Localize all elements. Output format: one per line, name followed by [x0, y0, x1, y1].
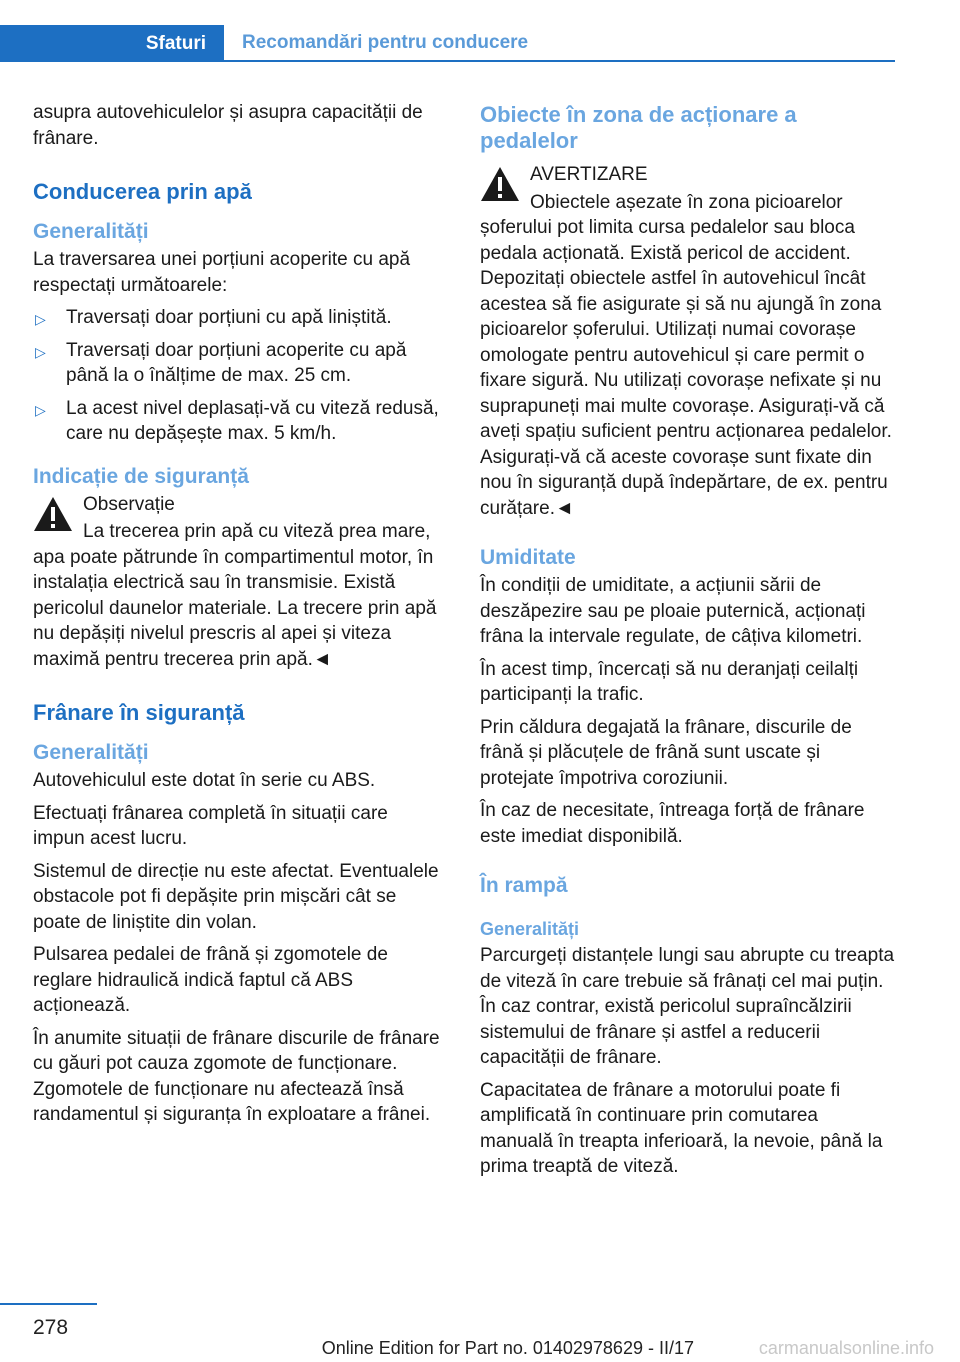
- section-title: În rampă: [480, 874, 568, 897]
- warning-text: Obiectele așezate în zona picioarelor șoferului pot limita cursa pedalelor sau bloca pedala acționată. Există pericol de accident. Depozitați obiectele astfel în autovehicul încât acestea să fie asigurate și să nu ajungă în zona picioarelor șoferului. Utilizați numai covorașe omologate pentru autovehicul și care permit o fixare sigură. Nu utilizați covorașe nefixate și nu suprapuneți mai multe covorașe. Asigurați-vă că aveți spațiu suficient pentru acționarea pedalelor. Asigurați-vă că aceste covorașe sunt fixate din nou în siguranță după îndepărtare, de ex. pentru curățare.◄: [480, 191, 892, 519]
- notice-box: [33, 492, 443, 673]
- watermark: carmanualsonline.info: [758, 1338, 934, 1358]
- paragraph: Capacitatea de frânare a motorului poate fi amplificată în continuare prin comutarea manuală în treapta inferioară, la nevoie, până la prima treaptă de viteză.: [480, 1079, 883, 1177]
- subsection-title: Generalități: [33, 220, 149, 243]
- paragraph: Autovehiculul este dotat în serie cu ABS.: [33, 770, 376, 791]
- paragraph: Prin căldura degajată la frânare, discurile de frână și plăcuțele de frână sunt uscate și protejate împotriva coroziunii.: [480, 716, 852, 789]
- warning-box: [480, 162, 896, 521]
- breadcrumb[interactable]: Recomandări pentru conducere: [242, 32, 529, 53]
- paragraph: La traversarea unei porțiuni acoperite cu apă respectați următoarele:: [33, 249, 411, 296]
- bullet-list: [33, 305, 443, 447]
- chapter-tab[interactable]: Sfaturi: [0, 25, 224, 62]
- header-rule: [0, 60, 895, 62]
- paragraph: Parcurgeți distanțele lungi sau abrupte cu treapta de viteză în care trebuie să frânați cel mai puțin. În caz contrar, există pericolul supraîncălzirii sistemului de frânare și astfel a reducerii capacității de frânare.: [480, 945, 895, 1068]
- subsection-title: Generalități: [33, 741, 149, 764]
- list-item: ▷ La acest nivel deplasați-vă cu viteză redusă, care nu depășește max. 5 km/h.: [35, 397, 439, 444]
- section-title: Frânare în siguranță: [33, 700, 245, 725]
- paragraph: Efectuați frânarea completă în situații care impun acest lucru.: [33, 802, 388, 849]
- paragraph: În anumite situații de frânare discurile de frânare cu găuri pot cauza zgomote de funcționare. Zgomotele de funcționare nu afectează însă randamentul și siguranța în exploatare a frânei.: [33, 1027, 440, 1125]
- notice-text: La trecerea prin apă cu viteză prea mare, apa poate pătrunde în compartimentul motor, în instalația electrică sau în transmisie. Există pericolul daunelor materiale. La trecere prin apă nu depășiți nivelul prescris al apei și viteza maximă pentru trecerea prin apă.◄: [33, 521, 437, 670]
- right-column: [480, 100, 896, 1187]
- warning-title: AVERTIZARE: [530, 164, 648, 185]
- paragraph: În acest timp, încercați să nu deranjați ceilalți participanți la trafic.: [480, 658, 859, 705]
- warning-triangle-icon: [480, 166, 520, 202]
- notice-title: Observație: [83, 493, 175, 515]
- warning-triangle-icon: [33, 496, 73, 532]
- paragraph: Sistemul de direcție nu este afectat. Eventualele obstacole pot fi depășite prin mișcări cât se poate de liniștite din volan.: [33, 860, 439, 933]
- list-item: ▷ Traversați doar porțiuni acoperite cu apă până la o înălțime de max. 25 cm.: [35, 339, 407, 386]
- paragraph: Pulsarea pedalei de frână și zgomotele de reglare hidraulică indică faptul că ABS acționează.: [33, 944, 388, 1016]
- intro-text: asupra autovehiculelor și asupra capacității de frânare.: [33, 102, 423, 149]
- section-title: Conducerea prin apă: [33, 179, 252, 204]
- list-item: ▷ Traversați doar porțiuni cu apă liniștită.: [33, 305, 443, 331]
- page-number: 278: [33, 1316, 69, 1339]
- subsection-title: Indicație de siguranță: [33, 464, 249, 488]
- paragraph: În caz de necesitate, întreaga forță de frânare este imediat disponibilă.: [480, 800, 865, 847]
- edition-text: Online Edition for Part no. 01402978629 - II/17: [321, 1338, 694, 1358]
- triangle-bullet-icon: ▷: [35, 343, 46, 360]
- triangle-bullet-icon: ▷: [35, 311, 46, 327]
- section-title: Umiditate: [480, 546, 576, 569]
- page-header: [0, 25, 895, 62]
- left-column: [33, 100, 443, 1135]
- subsection-title: Generalități: [480, 919, 580, 939]
- triangle-bullet-icon: ▷: [35, 401, 46, 418]
- section-title: Obiecte în zona de acționare a pedalelor: [480, 102, 797, 153]
- footer-rule: [0, 1303, 97, 1305]
- paragraph: În condiții de umiditate, a acțiunii sării de deszăpezire sau pe ploaie puternică, acționați frâna la intervale regulate, de câțiva kilometri.: [480, 575, 866, 647]
